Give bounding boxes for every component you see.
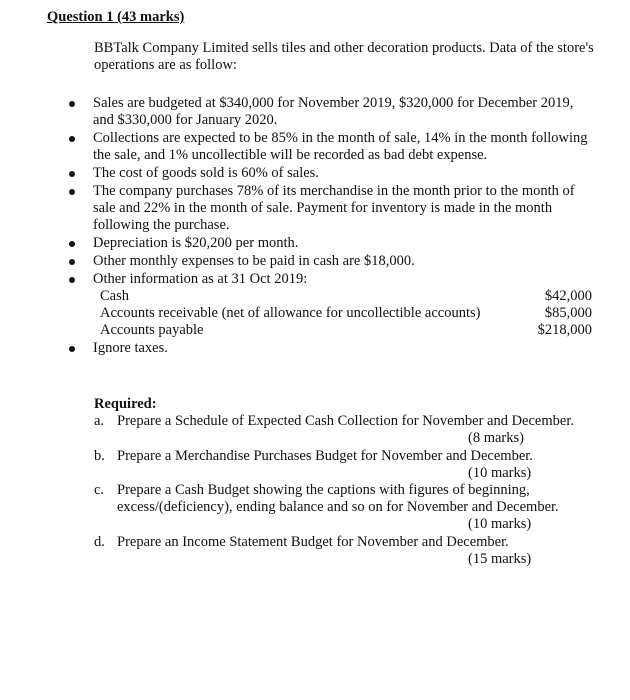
other-info-row-payable xyxy=(0,322,592,339)
bullet-icon xyxy=(69,171,75,177)
required-text: Prepare a Cash Budget showing the captions with figures of beginning, excess/(deficiency), ending balance and so on for November and December. xyxy=(117,482,559,515)
bullet-item-depreciation xyxy=(0,235,593,252)
required-marks: (15 marks) xyxy=(468,551,532,567)
required-text: Prepare a Schedule of Expected Cash Collection for November and December. xyxy=(117,413,574,429)
required-letter: c. xyxy=(94,482,105,498)
required-marks: (8 marks) xyxy=(468,430,524,446)
required-letter: a. xyxy=(94,413,105,429)
bullet-icon xyxy=(69,101,75,107)
bullet-icon xyxy=(69,346,75,352)
bullet-icon xyxy=(69,241,75,247)
bullet-item-other-info xyxy=(0,271,593,288)
bullet-item-sales xyxy=(0,95,593,129)
required-marks: (10 marks) xyxy=(468,465,532,481)
bullet-text: Ignore taxes. xyxy=(93,340,168,356)
other-info-row-cash xyxy=(0,288,592,305)
other-info-value: $218,000 xyxy=(537,322,592,338)
other-info-label: Accounts payable xyxy=(100,322,204,338)
other-info-label: Accounts receivable (net of allowance for uncollectible accounts) xyxy=(100,305,481,321)
bullet-text: Depreciation is $20,200 per month. xyxy=(93,235,299,251)
other-info-value: $42,000 xyxy=(544,288,592,304)
intro-paragraph: BBTalk Company Limited sells tiles and other decoration products. Data of the store's operations are as follow: xyxy=(94,40,594,73)
required-heading: Required: xyxy=(94,396,157,412)
bullet-text: Collections are expected to be 85% in the month of sale, 14% in the month following the sale, and 1% uncollectible will be recorded as bad debt expense. xyxy=(93,130,588,163)
other-info-row-receivable xyxy=(0,305,592,322)
bullet-text: Other monthly expenses to be paid in cash are $18,000. xyxy=(93,253,415,269)
bullet-item-collections xyxy=(0,130,593,164)
required-text: Prepare a Merchandise Purchases Budget for November and December. xyxy=(117,448,533,464)
bullet-icon xyxy=(69,277,75,283)
bullet-list xyxy=(0,95,630,357)
other-info-label: Cash xyxy=(100,288,129,304)
question-title: Question 1 (43 marks) xyxy=(47,9,185,25)
bullet-item-taxes xyxy=(0,340,593,357)
bullet-item-expenses xyxy=(0,253,593,270)
required-letter: d. xyxy=(94,534,105,550)
bullet-text: Sales are budgeted at $340,000 for November 2019, $320,000 for December 2019, and $330,000 for January 2020. xyxy=(93,95,574,128)
required-letter: b. xyxy=(94,448,105,464)
other-info-value: $85,000 xyxy=(544,305,592,321)
bullet-icon xyxy=(69,259,75,265)
bullet-text: The company purchases 78% of its merchandise in the month prior to the month of sale and 22% in the month of sale. Payment for inventory is made in the month following the purchase. xyxy=(93,183,575,233)
bullet-icon xyxy=(69,189,75,195)
bullet-text: The cost of goods sold is 60% of sales. xyxy=(93,165,319,181)
bullet-icon xyxy=(69,136,75,142)
bullet-text: Other information as at 31 Oct 2019: xyxy=(93,271,308,287)
bullet-item-cogs xyxy=(0,165,593,182)
bullet-item-purchases xyxy=(0,183,593,234)
required-text: Prepare an Income Statement Budget for November and December. xyxy=(117,534,509,550)
required-marks: (10 marks) xyxy=(468,516,532,532)
other-info-table xyxy=(0,288,592,339)
